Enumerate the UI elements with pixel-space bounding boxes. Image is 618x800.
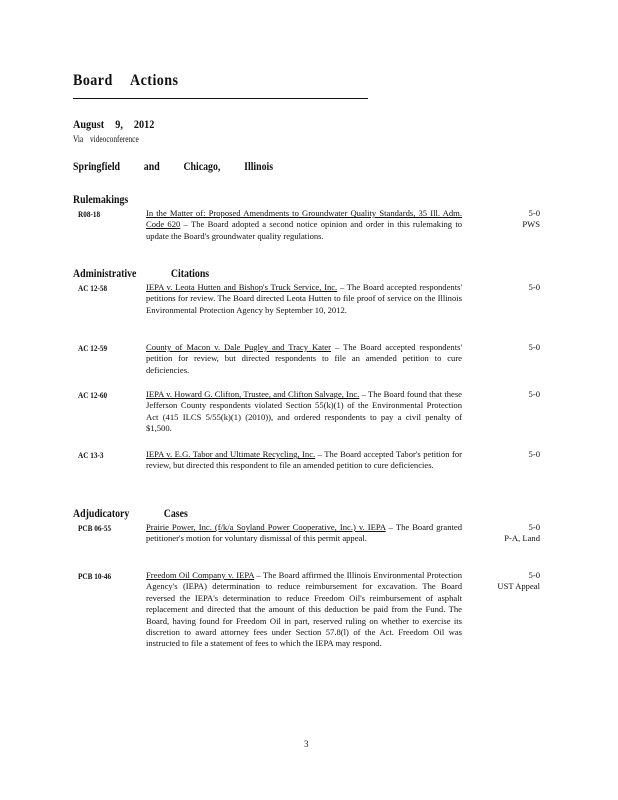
entry-pcb-06-55: [146, 522, 462, 545]
title-divider: [73, 98, 368, 99]
case-summary: – The Board adopted a second notice opinion and order in this rulemaking to update the Board's groundwater quality regulations.: [146, 219, 462, 241]
vote-count: 5-0: [528, 522, 540, 532]
meeting-date: August 9, 2012: [73, 117, 155, 131]
case-caption: In the Matter of: Proposed Amendments to Groundwater Quality Standards, 35 Ill. Adm. Code 620: [146, 208, 462, 230]
entry-ac-12-59: [146, 342, 462, 376]
case-number-ac-12-60: AC 12-60: [78, 390, 108, 400]
vote-count: 5-0: [528, 570, 540, 580]
case-number-pcb-10-46: PCB 10-46: [78, 571, 112, 581]
vote-ac-13-3: [529, 449, 540, 460]
case-number-pcb-06-55: PCB 06-55: [78, 523, 112, 533]
case-summary: – The Board accepted Tabor's petition for review, but directed this respondent to file an amended petition to cure deficiencies.: [146, 449, 462, 471]
case-summary: – The Board accepted respondents' petitions for review. The Board directed Leota Hutten to file proof of service on the Illinois Environmental Protection Agency by September 10, 2012.: [146, 282, 462, 315]
case-summary: – The Board accepted respondents' petition for review, but directed respondents to file an amended petition to cure deficiencies.: [146, 342, 462, 375]
vote-pcb-06-55: [504, 522, 540, 545]
case-caption: Freedom Oil Company v. IEPA: [146, 570, 255, 580]
section-label-a: Administrative: [73, 266, 137, 280]
vote-count: 5-0: [528, 449, 540, 459]
vote-count: 5-0: [528, 208, 540, 218]
case-number-ac-13-3: AC 13-3: [78, 450, 104, 460]
entry-ac-12-58: [146, 282, 462, 316]
entry-ac-13-3: [146, 449, 462, 472]
page-number: 3: [304, 739, 309, 749]
section-label-b: Citations: [170, 266, 210, 280]
vote-note: PWS: [522, 219, 540, 230]
vote-ac-12-60: [529, 389, 540, 400]
vote-count: 5-0: [528, 389, 540, 399]
case-caption: IEPA v. Howard G. Clifton, Trustee, and Clifton Salvage, Inc.: [146, 389, 360, 399]
case-summary: – The Board affirmed the Illinois Environmental Protection Agency's (IEPA) determination to reduce reimbursement for excavation. The Board reversed the IEPA's determination to reduce Freedom Oil's reimbursement of asphalt replacement and directed that the amount of this deduction be paid from the Fund. The Board, having found for Freedom Oil in part, reserved ruling on whether to exercise its discretion to award attorney fees under Section 57.8(l) of the Act. Freedom Oil was instructed to file a statement of fees to which the IEPA may respond.: [146, 570, 462, 649]
section-adjudicatory-cases: [73, 506, 188, 521]
case-summary: – The Board found that these Jefferson County respondents violated Section 55(k)(1) of the Environmental Protection Act (415 ILCS 5/55(k)(1) (2010)), and ordered respondents to pay a civil penalty of $1,500.: [146, 389, 462, 434]
page-title: Board Actions: [73, 72, 179, 89]
vote-note: P-A, Land: [504, 533, 540, 544]
entry-pcb-10-46: [146, 570, 462, 650]
case-caption: Prairie Power, Inc. (f/k/a Soyland Power Cooperative, Inc.) v. IEPA: [146, 522, 386, 532]
case-number-r08-18: R08-18: [78, 209, 101, 219]
entry-ac-12-60: [146, 389, 462, 435]
section-label-a: Adjudicatory: [73, 506, 130, 520]
entry-r08-18: [146, 208, 462, 242]
vote-count: 5-0: [528, 342, 540, 352]
section-label-b: Cases: [163, 506, 188, 520]
vote-count: 5-0: [528, 282, 540, 292]
case-summary: – The Board granted petitioner's motion for voluntary dismissal of this permit appeal.: [146, 522, 463, 544]
vote-ac-12-59: [529, 342, 540, 353]
vote-pcb-10-46: [497, 570, 540, 593]
case-number-ac-12-59: AC 12-59: [78, 343, 108, 353]
section-administrative-citations: [73, 266, 209, 281]
vote-r08-18: [522, 208, 540, 231]
meeting-via: Via videoconference: [73, 134, 139, 144]
case-caption: IEPA v. Leota Hutten and Bishop's Truck Service, Inc.: [146, 282, 338, 292]
vote-ac-12-58: [529, 282, 540, 293]
case-number-ac-12-58: AC 12-58: [78, 283, 108, 293]
vote-note: UST Appeal: [497, 581, 540, 592]
case-caption: IEPA v. E.G. Tabor and Ultimate Recycling, Inc.: [146, 449, 316, 459]
case-caption: County of Macon v. Dale Pugley and Tracy Kater: [146, 342, 332, 352]
section-rulemakings: Rulemakings: [73, 192, 129, 206]
meeting-locations: Springfield and Chicago, Illinois: [73, 159, 274, 173]
